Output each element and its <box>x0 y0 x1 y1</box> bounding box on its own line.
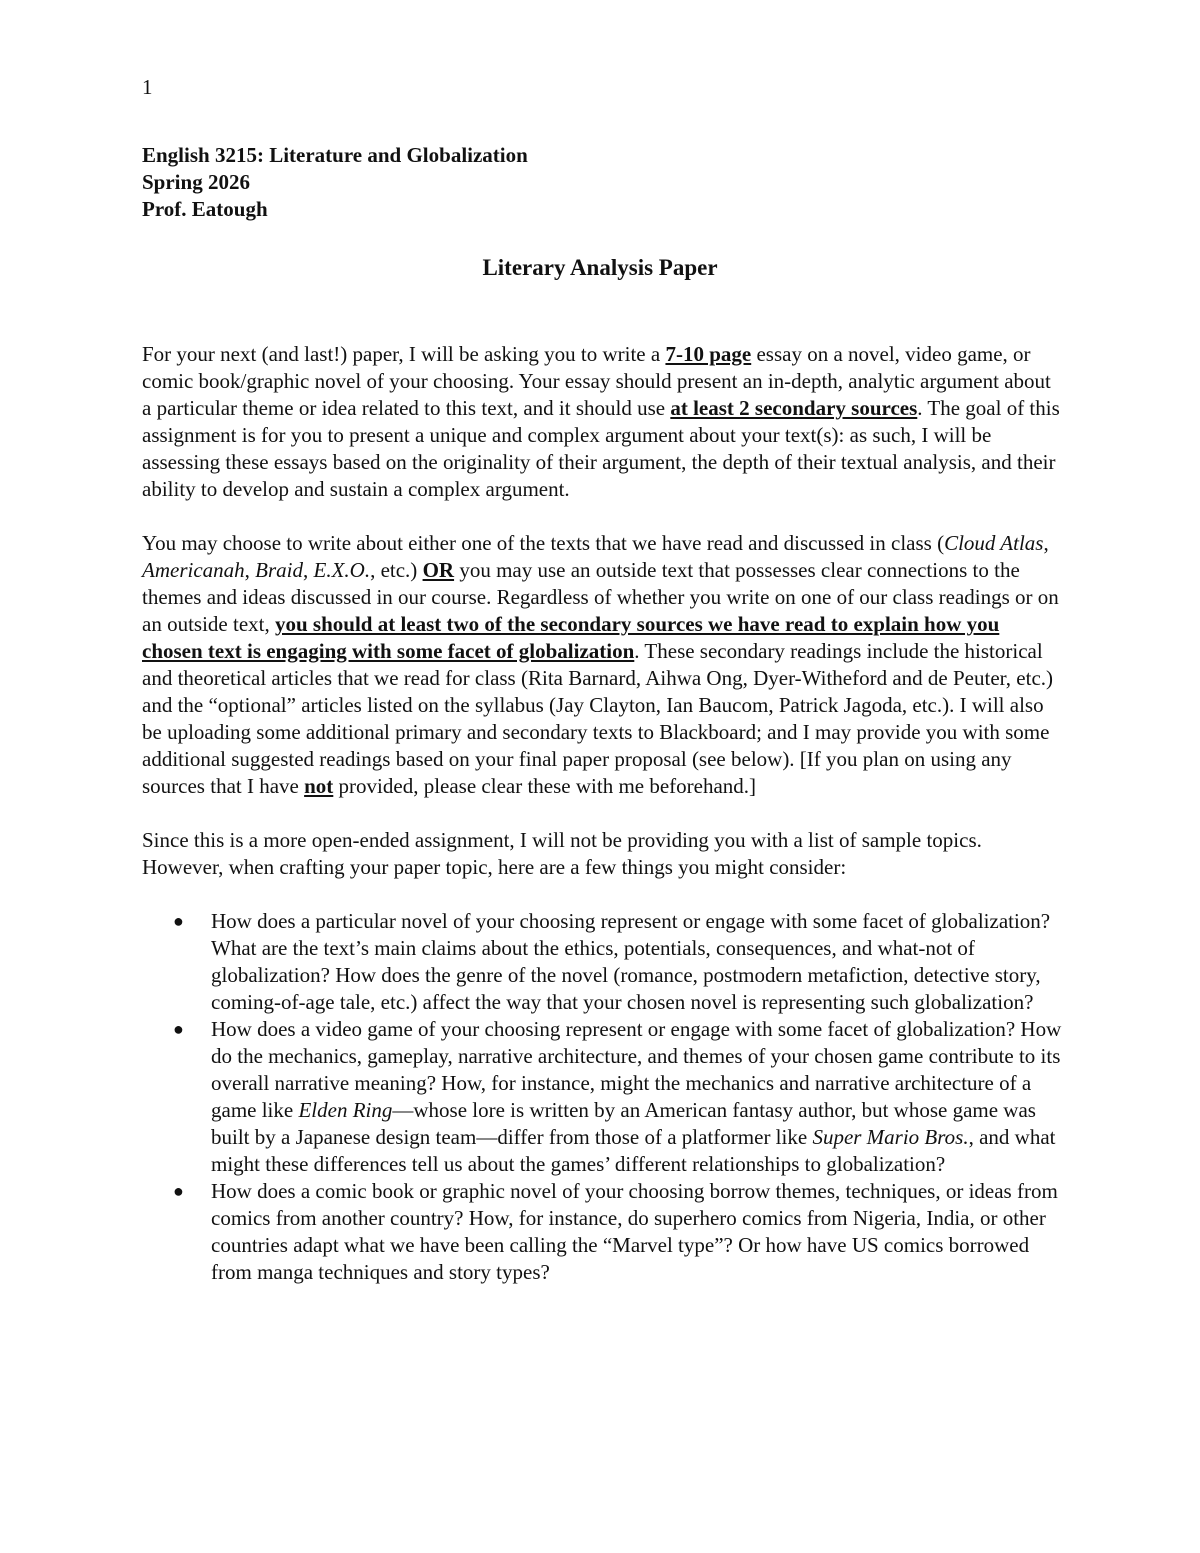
page-number: 1 <box>142 75 153 99</box>
game-title: Braid <box>255 558 303 582</box>
page-length-requirement: 7-10 page <box>665 342 752 366</box>
or-emphasis: OR <box>422 558 455 582</box>
text-run: . The goal of this assignment is for you to present a unique and complex argument about your text(s): as such, I will be assessing these essays based on the originality of their argument, the depth of their textual analysis, and their ability to develop and sustain a complex argument. <box>142 396 1060 501</box>
intro-paragraph <box>142 341 1062 503</box>
book-title: Cloud Atlas <box>944 531 1044 555</box>
text-choice-paragraph <box>142 530 1062 800</box>
text-run: provided, please clear these with me beforehand.] <box>333 774 757 798</box>
text-run: How does a video game of your choosing represent or engage with some facet of globalization? How do the mechanics, gameplay, narrative architecture, and themes of your chosen game contribute to its overall narrative meaning? How, for instance, might the mechanics and narrative architecture of a game like <box>211 1017 1062 1122</box>
assignment-title: Literary Analysis Paper <box>482 255 718 280</box>
list-item <box>173 1178 1062 1286</box>
list-item-text: How does a comic book or graphic novel of your choosing borrow themes, techniques, or ideas from comics from another country? How, for instance, do superhero comics from Nigeria, India, or other countries adapt what we have been calling the “Marvel type”? Or how have US comics borrowed from manga techniques and story types? <box>211 1179 1058 1284</box>
bullet-icon: ● <box>173 911 184 931</box>
text-run: , and what might these differences tell us about the games’ different relationships to globalization? <box>211 1125 1056 1176</box>
topics-intro-paragraph: Since this is a more open-ended assignment, I will not be providing you with a list of sample topics. However, when crafting your paper topic, here are a few things you might consider: <box>142 828 982 879</box>
considerations-list <box>142 908 1062 1286</box>
list-item <box>173 1016 1062 1178</box>
list-item <box>173 908 1062 1016</box>
not-emphasis: not <box>304 774 334 798</box>
text-run: —whose lore is written by an American fantasy author, but whose game was built by a Japanese design team—differ from those of a platformer like <box>211 1098 1036 1149</box>
text-run: , <box>244 558 256 582</box>
secondary-sources-requirement: you should at least two of the secondary sources we have read to explain how you chosen text is engaging with some facet of globalization <box>142 612 1000 663</box>
text-run: , <box>303 558 314 582</box>
list-item-text: How does a particular novel of your choosing represent or engage with some facet of globalization? What are the text’s main claims about the ethics, potentials, consequences, and what-not of globalization? How does the genre of the novel (romance, postmodern metafiction, detective story, coming-of-age tale, etc.) affect the way that your chosen novel is representing such globalization? <box>211 909 1051 1014</box>
course-term: Spring 2026 <box>142 170 250 194</box>
text-run: , <box>1043 531 1049 555</box>
text-run: For your next (and last!) paper, I will be asking you to write a <box>142 342 666 366</box>
text-run: You may choose to write about either one of the texts that we have read and discussed in class ( <box>142 531 945 555</box>
course-name: English 3215: Literature and Globalization <box>142 143 528 167</box>
bullet-icon: ● <box>173 1181 184 1201</box>
assignment-body <box>142 341 1062 1286</box>
game-title: Elden Ring <box>298 1098 393 1122</box>
comic-title: E.X.O. <box>313 558 371 582</box>
book-title: Americanah <box>142 558 245 582</box>
course-header <box>142 142 528 223</box>
text-run: , etc.) <box>370 558 423 582</box>
bullet-icon: ● <box>173 1019 184 1039</box>
sources-requirement: at least 2 secondary sources <box>670 396 918 420</box>
text-run: . These secondary readings include the historical and theoretical articles that we read for class (Rita Barnard, Aihwa Ong, Dyer-Witheford and de Peuter, etc.) and the “optional” articles listed on the syllabus (Jay Clayton, Ian Baucom, Patrick Jagoda, etc.). I will also be uploading some additional primary and secondary texts to Blackboard; and I may provide you with some additional suggested readings based on your final paper proposal (see below). [If you plan on using any sources that I have <box>142 639 1054 798</box>
text-run: essay on a novel, video game, or comic book/graphic novel of your choosing. Your essay should present an in-depth, analytic argument about a particular theme or idea related to this text, and it should use <box>142 342 1051 420</box>
text-run: you may use an outside text that possesses clear connections to the themes and ideas discussed in our course. Regardless of whether you write on one of our class readings or on an outside text, <box>142 558 1059 636</box>
instructor-name: Prof. Eatough <box>142 197 268 221</box>
game-title: Super Mario Bros. <box>812 1125 969 1149</box>
